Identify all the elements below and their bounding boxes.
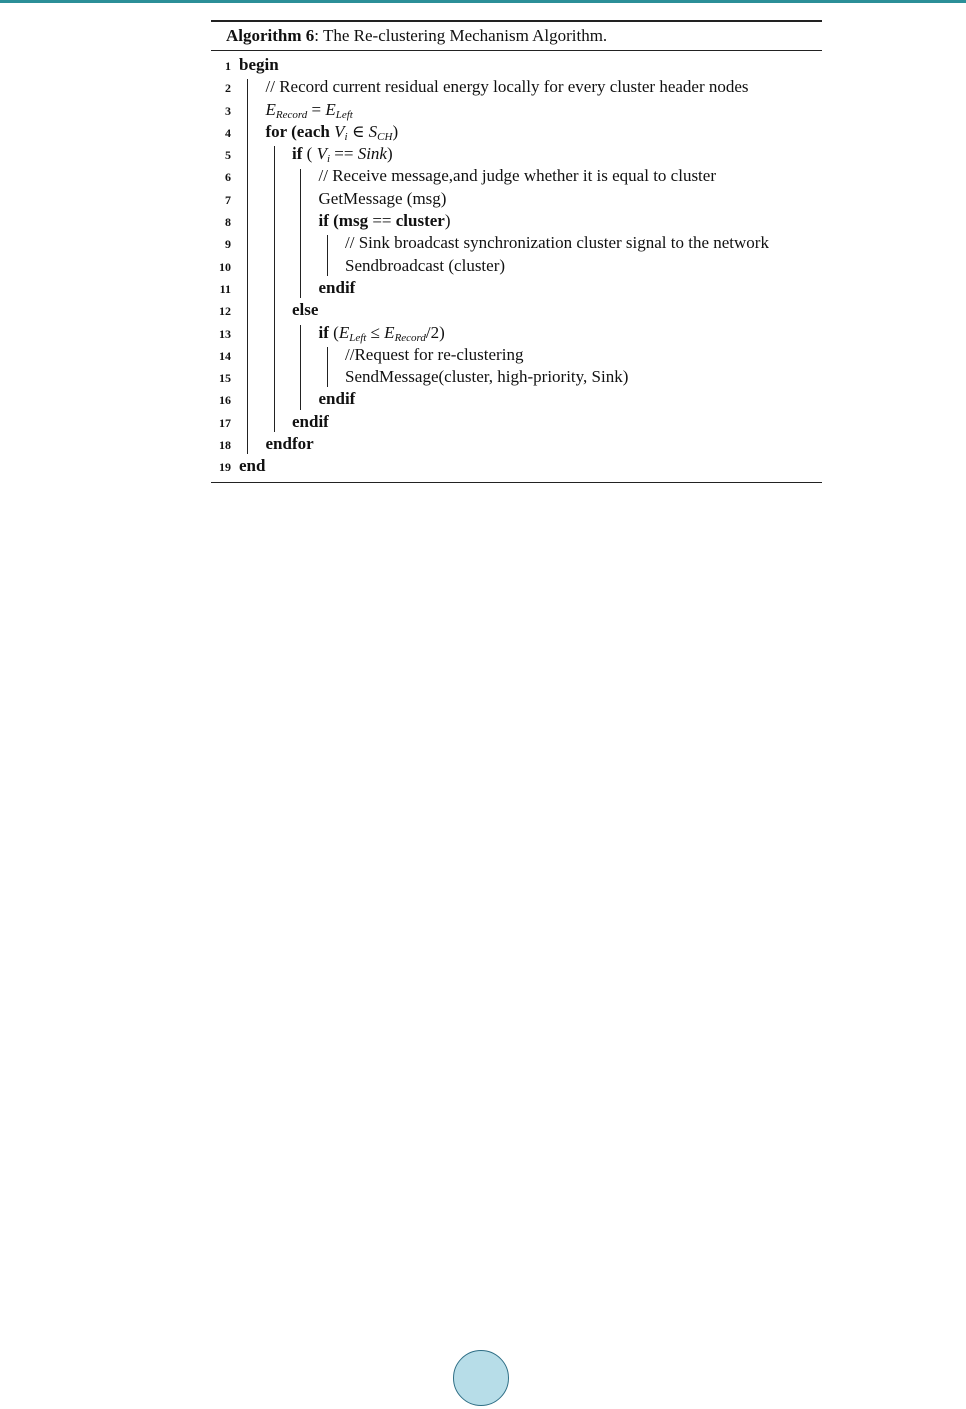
- code-text: =: [307, 99, 326, 119]
- math-symbol: E: [325, 99, 336, 119]
- code-text: /2): [425, 322, 445, 342]
- algorithm-line: [211, 344, 822, 366]
- algorithm-line: [211, 411, 822, 433]
- bottom-rule: [211, 482, 822, 484]
- line-number: 4: [225, 125, 231, 140]
- line-number: 18: [219, 438, 231, 453]
- block-indent-bar: [327, 347, 328, 388]
- line-code: [239, 54, 279, 76]
- math-wrapper: [336, 100, 353, 119]
- math-wrapper: [349, 323, 366, 342]
- math-subscript: CH: [377, 130, 393, 143]
- line-code: [292, 411, 329, 433]
- code-text: (: [302, 144, 317, 164]
- keyword: end: [239, 456, 266, 476]
- code-text: ==: [330, 144, 358, 164]
- line-code: [319, 210, 451, 232]
- code-text: (: [328, 322, 339, 342]
- math-symbol: Sink: [357, 144, 387, 164]
- line-number: 2: [225, 81, 231, 96]
- algorithm-line: [211, 299, 822, 321]
- line-code: [319, 188, 447, 210]
- math-subscript: Record: [275, 108, 308, 121]
- algorithm-line: [211, 188, 822, 210]
- line-number: 6: [225, 170, 231, 185]
- block-indent-bar: [274, 146, 275, 432]
- line-number: 9: [225, 237, 231, 252]
- keyword: endif: [318, 389, 356, 409]
- algorithm-line: [211, 277, 822, 299]
- keyword: else: [292, 300, 319, 320]
- line-code: [319, 388, 356, 410]
- code-text: GetMessage (msg): [318, 188, 447, 208]
- algorithm-line: [211, 99, 822, 121]
- line-code: [345, 366, 628, 388]
- line-number: 11: [219, 281, 231, 296]
- code-text: Sendbroadcast (cluster): [345, 255, 506, 275]
- code-text: ==: [368, 211, 396, 231]
- keyword: begin: [239, 55, 279, 74]
- line-code: [239, 455, 265, 477]
- math-symbol: V: [334, 121, 345, 141]
- keyword: if: [318, 322, 329, 342]
- line-number: 15: [219, 371, 231, 386]
- code-text: // Record current residual energy locally for every cluster header nodes: [265, 77, 749, 97]
- algorithm-line: [211, 232, 822, 254]
- math-symbol: S: [368, 121, 378, 141]
- page-number-badge: [453, 1350, 509, 1406]
- algorithm-lines: [211, 51, 822, 482]
- code-text: ): [392, 121, 399, 141]
- algorithm-line: [211, 255, 822, 277]
- algorithm-line: [211, 388, 822, 410]
- algorithm-line: [211, 455, 822, 477]
- keyword: endif: [318, 277, 356, 297]
- code-text: SendMessage(cluster, high-priority, Sink): [345, 367, 629, 387]
- math-wrapper: [276, 100, 307, 119]
- math-symbol: E: [265, 99, 276, 119]
- block-indent-bar: [300, 169, 301, 299]
- line-number: 13: [219, 326, 231, 341]
- line-code: [345, 344, 523, 366]
- code-text: //Request for re-clustering: [345, 344, 524, 364]
- block-indent-bar: [300, 325, 301, 410]
- algorithm-line: [211, 54, 822, 76]
- line-code: [266, 99, 353, 121]
- math-wrapper: [377, 122, 392, 141]
- algorithm-box: [211, 20, 822, 483]
- keyword: endfor: [265, 434, 314, 454]
- block-indent-bar: [327, 235, 328, 276]
- math-subscript: Left: [349, 331, 367, 344]
- code-text: // Receive message,and judge whether it is equal to cluster: [318, 166, 716, 186]
- algorithm-line: [211, 322, 822, 344]
- line-number: 7: [225, 192, 231, 207]
- line-code: [292, 143, 393, 165]
- line-number: 3: [225, 103, 231, 118]
- line-code: [345, 232, 769, 254]
- line-code: [319, 322, 445, 344]
- algorithm-line: [211, 433, 822, 455]
- line-number: 10: [219, 259, 231, 274]
- math-subscript: Record: [394, 331, 426, 344]
- code-text: ≤: [366, 322, 385, 342]
- code-text: ∈: [347, 121, 369, 141]
- line-number: 12: [219, 304, 231, 319]
- line-code: [266, 433, 314, 455]
- line-number: 19: [219, 460, 231, 475]
- line-code: [345, 255, 505, 277]
- line-code: [266, 76, 749, 98]
- keyword: endif: [292, 411, 329, 431]
- algorithm-line: [211, 366, 822, 388]
- line-number: 14: [219, 348, 231, 363]
- math-subscript: i: [326, 153, 331, 166]
- algorithm-line: [211, 165, 822, 187]
- line-number: 16: [219, 393, 231, 408]
- math-subscript: Left: [335, 108, 353, 121]
- algorithm-line: [211, 143, 822, 165]
- line-code: [266, 121, 399, 143]
- math-symbol: E: [338, 322, 350, 342]
- algorithm-line: [211, 121, 822, 143]
- line-number: 8: [225, 215, 231, 230]
- keyword: for (each: [265, 121, 335, 141]
- keyword: if: [292, 144, 303, 164]
- code-text: ): [444, 211, 451, 231]
- top-header-rule: [0, 0, 966, 3]
- caption-label: Algorithm 6: [226, 25, 315, 45]
- keyword: cluster: [395, 211, 445, 231]
- line-code: [319, 277, 356, 299]
- line-code: [319, 165, 716, 187]
- math-subscript: i: [344, 130, 348, 143]
- math-symbol: E: [384, 322, 395, 342]
- math-symbol: V: [316, 144, 327, 164]
- line-number: 1: [225, 59, 231, 73]
- caption-text: : The Re-clustering Mechanism Algorithm.: [314, 25, 608, 45]
- line-number: 17: [219, 415, 231, 430]
- line-number: 5: [225, 148, 231, 163]
- algorithm-line: [211, 76, 822, 98]
- algorithm-line: [211, 210, 822, 232]
- math-wrapper: [395, 323, 426, 342]
- code-text: // Sink broadcast synchronization cluster signal to the network: [345, 233, 769, 253]
- line-code: [292, 299, 318, 321]
- block-indent-bar: [247, 79, 248, 454]
- keyword: if (msg: [318, 211, 369, 231]
- code-text: ): [386, 144, 393, 164]
- algorithm-caption: [211, 22, 822, 50]
